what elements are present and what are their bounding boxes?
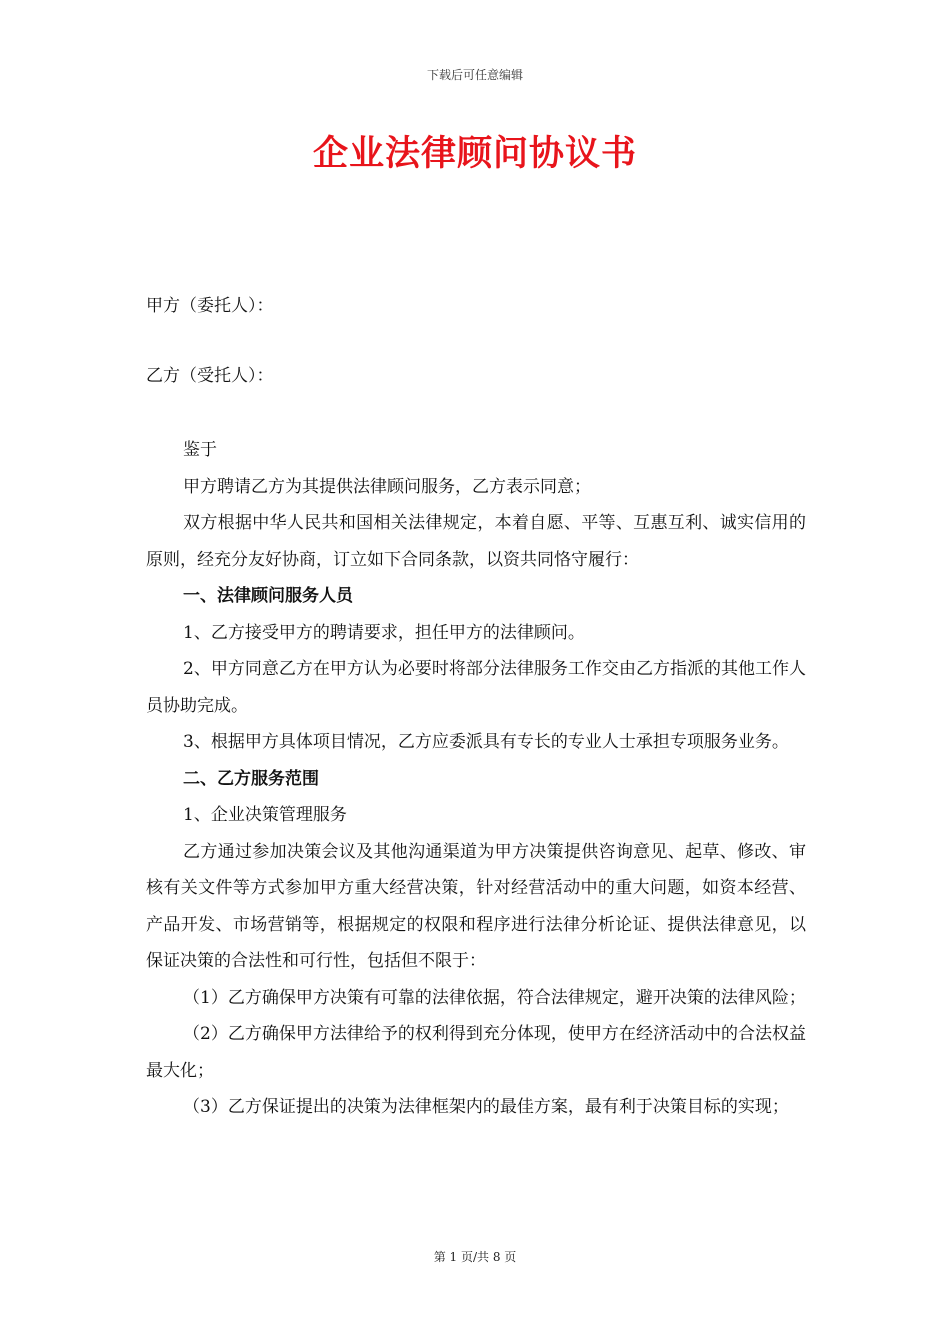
header-note: 下载后可任意编辑 bbox=[426, 68, 523, 82]
paragraph-whereas: 鉴于 bbox=[183, 440, 217, 460]
paragraph: 乙方通过参加决策会议及其他沟通渠道为甲方决策提供咨询意见、起草、修改、审核有关文件等方式参加甲方重大经营决策，针对经营活动中的重大问题，如资本经营、产品开发、市场营销等，根据规定的权限和程序进行法律分析论证、提供法律意见，以保证决策的合法性和可行性，包括但不限于： bbox=[146, 841, 806, 971]
section-heading: 一、法律顾问服务人员 bbox=[183, 586, 353, 606]
paragraph: 甲方聘请乙方为其提供法律顾问服务，乙方表示同意； bbox=[183, 476, 591, 497]
paragraph: 3、根据甲方具体项目情况，乙方应委派具有专长的专业人士承担专项服务业务。 bbox=[183, 732, 789, 752]
paragraph: 1、企业决策管理服务 bbox=[183, 805, 347, 825]
agreement-body bbox=[146, 432, 806, 1126]
paragraph: 1、乙方接受甲方的聘请要求，担任甲方的法律顾问。 bbox=[183, 622, 585, 643]
document-title: 企业法律顾问协议书 bbox=[312, 133, 637, 174]
page-number: 第 1 页/共 8 页 bbox=[433, 1250, 517, 1264]
paragraph: 2、甲方同意乙方在甲方认为必要时将部分法律服务工作交由乙方指派的其他工作人员协助完成。 bbox=[146, 659, 806, 716]
paragraph: （1）乙方确保甲方决策有可靠的法律依据，符合法律规定，避开决策的法律风险； bbox=[183, 987, 806, 1008]
paragraph: （2）乙方确保甲方法律给予的权利得到充分体现，使甲方在经济活动中的合法权益最大化； bbox=[146, 1024, 806, 1081]
party-a-line: 甲方（委托人）： bbox=[146, 296, 274, 316]
paragraph: 双方根据中华人民共和国相关法律规定，本着自愿、平等、互惠互利、诚实信用的原则，经充分友好协商，订立如下合同条款，以资共同恪守履行： bbox=[146, 513, 806, 570]
paragraph: （3）乙方保证提出的决策为法律框架内的最佳方案，最有利于决策目标的实现； bbox=[183, 1097, 789, 1117]
party-b-line: 乙方（受托人）： bbox=[146, 366, 274, 386]
section-heading: 二、乙方服务范围 bbox=[183, 768, 319, 789]
